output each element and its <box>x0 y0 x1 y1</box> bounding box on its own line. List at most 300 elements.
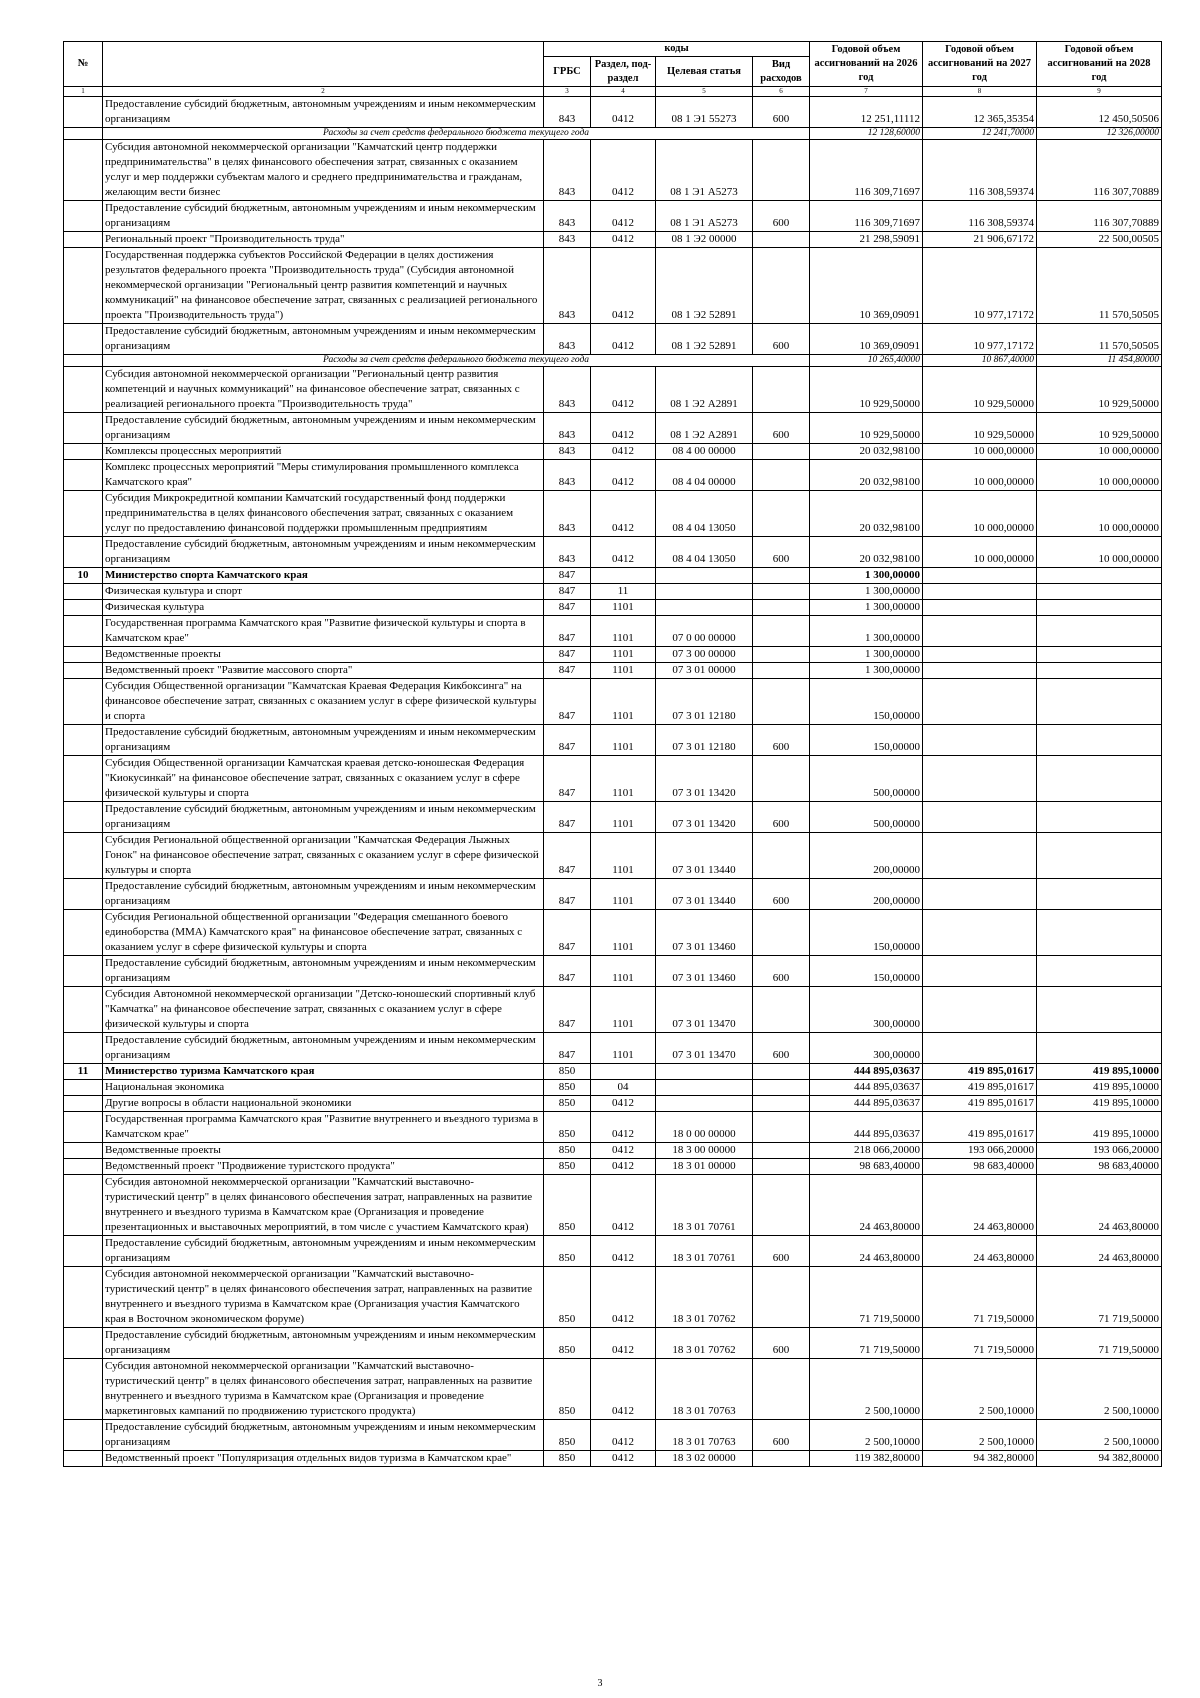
note-amount-2028: 11 454,80000 <box>1037 355 1162 367</box>
header-section: Раздел, под-раздел <box>591 57 656 87</box>
row-description: Министерство туризма Камчатского края <box>103 1064 544 1080</box>
row-amount-2026: 444 895,03637 <box>810 1112 923 1143</box>
row-amount-2027 <box>923 956 1037 987</box>
note-amount-2026: 12 128,60000 <box>810 128 923 140</box>
row-target: 07 3 01 13470 <box>656 1033 753 1064</box>
row-number <box>64 355 103 367</box>
row-section: 1101 <box>591 600 656 616</box>
row-number <box>64 1033 103 1064</box>
row-description: Предоставление субсидий бюджетным, автономным учреждениям и иным некоммерческим организациям <box>103 1420 544 1451</box>
row-number <box>64 140 103 201</box>
row-section: 0412 <box>591 324 656 355</box>
row-amount-2028 <box>1037 956 1162 987</box>
row-section: 0412 <box>591 1328 656 1359</box>
table-row <box>64 833 1162 879</box>
table-row <box>64 1143 1162 1159</box>
row-section: 0412 <box>591 1112 656 1143</box>
row-section: 0412 <box>591 248 656 324</box>
row-amount-2026: 300,00000 <box>810 987 923 1033</box>
row-amount-2027: 10 000,00000 <box>923 537 1037 568</box>
row-amount-2026: 150,00000 <box>810 910 923 956</box>
row-amount-2026: 444 895,03637 <box>810 1064 923 1080</box>
row-grbs: 847 <box>544 987 591 1033</box>
row-number <box>64 537 103 568</box>
row-amount-2026: 71 719,50000 <box>810 1267 923 1328</box>
row-number <box>64 1159 103 1175</box>
table-row <box>64 97 1162 128</box>
row-amount-2028 <box>1037 987 1162 1033</box>
row-target: 08 1 Э2 А2891 <box>656 413 753 444</box>
column-number: 6 <box>753 87 810 97</box>
row-amount-2026: 10 929,50000 <box>810 413 923 444</box>
row-description: Предоставление субсидий бюджетным, автономным учреждениям и иным некоммерческим организациям <box>103 879 544 910</box>
row-section: 1101 <box>591 1033 656 1064</box>
row-number <box>64 956 103 987</box>
table-row <box>64 491 1162 537</box>
row-amount-2026: 500,00000 <box>810 802 923 833</box>
row-description: Субсидия автономной некоммерческой организации "Региональный центр развития компетенций и научных коммуникаций" на финансовое обеспечение затрат, связанных с реализацией регионального проекта "Производительность труда" <box>103 367 544 413</box>
row-section: 0412 <box>591 1236 656 1267</box>
row-amount-2027: 24 463,80000 <box>923 1236 1037 1267</box>
row-amount-2027 <box>923 679 1037 725</box>
row-amount-2026: 200,00000 <box>810 833 923 879</box>
row-grbs: 850 <box>544 1096 591 1112</box>
row-number <box>64 910 103 956</box>
row-target: 18 3 01 70762 <box>656 1267 753 1328</box>
row-amount-2028: 71 719,50000 <box>1037 1328 1162 1359</box>
row-number <box>64 367 103 413</box>
table-row <box>64 663 1162 679</box>
row-section: 0412 <box>591 97 656 128</box>
row-grbs: 850 <box>544 1420 591 1451</box>
column-number: 3 <box>544 87 591 97</box>
row-section: 1101 <box>591 802 656 833</box>
row-amount-2028 <box>1037 802 1162 833</box>
row-target: 18 3 00 00000 <box>656 1143 753 1159</box>
row-section: 0412 <box>591 201 656 232</box>
row-section: 0412 <box>591 367 656 413</box>
row-amount-2028: 22 500,00505 <box>1037 232 1162 248</box>
row-amount-2026: 24 463,80000 <box>810 1175 923 1236</box>
row-amount-2027: 116 308,59374 <box>923 140 1037 201</box>
row-grbs: 847 <box>544 833 591 879</box>
row-amount-2027: 10 000,00000 <box>923 460 1037 491</box>
row-amount-2026: 20 032,98100 <box>810 460 923 491</box>
table-row <box>64 987 1162 1033</box>
row-description: Другие вопросы в области национальной экономики <box>103 1096 544 1112</box>
row-amount-2028: 10 000,00000 <box>1037 491 1162 537</box>
row-amount-2028: 10 000,00000 <box>1037 444 1162 460</box>
table-row <box>64 1420 1162 1451</box>
row-amount-2026: 300,00000 <box>810 1033 923 1064</box>
row-expense-type <box>753 568 810 584</box>
row-expense-type <box>753 1112 810 1143</box>
row-number <box>64 1420 103 1451</box>
row-amount-2028: 10 000,00000 <box>1037 537 1162 568</box>
row-grbs: 847 <box>544 647 591 663</box>
row-grbs: 850 <box>544 1175 591 1236</box>
row-amount-2028 <box>1037 679 1162 725</box>
row-amount-2027: 419 895,01617 <box>923 1080 1037 1096</box>
row-section: 1101 <box>591 679 656 725</box>
row-amount-2026: 71 719,50000 <box>810 1328 923 1359</box>
note-label: Расходы за счет средств федерального бюджета текущего года <box>103 355 810 367</box>
row-target: 18 3 02 00000 <box>656 1451 753 1467</box>
row-amount-2028: 2 500,10000 <box>1037 1420 1162 1451</box>
row-amount-2027 <box>923 879 1037 910</box>
row-amount-2027: 10 977,17172 <box>923 248 1037 324</box>
row-target <box>656 1096 753 1112</box>
column-number: 2 <box>103 87 544 97</box>
row-amount-2028 <box>1037 600 1162 616</box>
row-number <box>64 324 103 355</box>
row-amount-2028: 419 895,10000 <box>1037 1080 1162 1096</box>
row-section: 1101 <box>591 725 656 756</box>
table-row <box>64 600 1162 616</box>
row-description: Государственная программа Камчатского края "Развитие внутреннего и въездного туризма в Камчатском крае" <box>103 1112 544 1143</box>
row-target <box>656 584 753 600</box>
row-amount-2027 <box>923 725 1037 756</box>
row-grbs: 847 <box>544 725 591 756</box>
federal-budget-note-row <box>64 128 1162 140</box>
row-target: 07 3 01 13420 <box>656 802 753 833</box>
row-amount-2026: 444 895,03637 <box>810 1080 923 1096</box>
table-row <box>64 1175 1162 1236</box>
row-description: Субсидия автономной некоммерческой организации "Камчатский выставочно-туристический центр" в целях финансового обеспечения затрат, направленных на развитие внутреннего и въездного туризма в Камчатском крае (Организация и проведение маркетинговых кампаний по продвижению туристского продукта) <box>103 1359 544 1420</box>
row-target: 18 3 01 70762 <box>656 1328 753 1359</box>
row-grbs: 847 <box>544 663 591 679</box>
row-expense-type <box>753 663 810 679</box>
row-number <box>64 833 103 879</box>
ministry-row <box>64 568 1162 584</box>
row-amount-2027 <box>923 616 1037 647</box>
row-amount-2027: 12 365,35354 <box>923 97 1037 128</box>
header-year-2028: Годовой объем ассигнований на 2028 год <box>1037 42 1162 87</box>
row-number <box>64 725 103 756</box>
row-amount-2026: 10 369,09091 <box>810 324 923 355</box>
row-section: 1101 <box>591 833 656 879</box>
row-expense-type <box>753 491 810 537</box>
row-target <box>656 1080 753 1096</box>
row-description: Ведомственный проект "Популяризация отдельных видов туризма в Камчатском крае" <box>103 1451 544 1467</box>
row-amount-2026: 10 369,09091 <box>810 248 923 324</box>
column-number: 7 <box>810 87 923 97</box>
row-section: 0412 <box>591 537 656 568</box>
row-number <box>64 1328 103 1359</box>
table-row <box>64 1328 1162 1359</box>
row-number <box>64 1175 103 1236</box>
row-amount-2027: 2 500,10000 <box>923 1420 1037 1451</box>
row-number <box>64 413 103 444</box>
row-description: Государственная поддержка субъектов Российской Федерации в целях достижения результатов федерального проекта "Производительность труда" (Субсидия автономной некоммерческой организации "Региональный центр развития компетенций и научных коммуникаций" на финансовое обеспечение затрат, связанных с реализацией регионального проекта "Производительность труда") <box>103 248 544 324</box>
row-amount-2026: 20 032,98100 <box>810 491 923 537</box>
row-description: Национальная экономика <box>103 1080 544 1096</box>
header-codes: коды <box>544 42 810 57</box>
row-number <box>64 663 103 679</box>
row-expense-type: 600 <box>753 1033 810 1064</box>
row-description: Предоставление субсидий бюджетным, автономным учреждениям и иным некоммерческим организациям <box>103 725 544 756</box>
table-row <box>64 647 1162 663</box>
row-amount-2028: 71 719,50000 <box>1037 1267 1162 1328</box>
table-row <box>64 248 1162 324</box>
row-target: 07 3 01 13470 <box>656 987 753 1033</box>
row-description: Субсидия автономной некоммерческой организации "Камчатский выставочно-туристический центр" в целях финансового обеспечения затрат, направленных на развитие внутреннего и въездного туризма в Камчатском крае (Организация и проведение презентационных и выставочных мероприятий, в том числе с участием Камчатского края) <box>103 1175 544 1236</box>
row-target: 18 0 00 00000 <box>656 1112 753 1143</box>
row-number <box>64 1143 103 1159</box>
row-target: 07 3 01 13420 <box>656 756 753 802</box>
row-amount-2028 <box>1037 616 1162 647</box>
row-description: Ведомственный проект "Продвижение туристского продукта" <box>103 1159 544 1175</box>
row-amount-2028: 10 929,50000 <box>1037 367 1162 413</box>
row-target: 08 1 Э2 00000 <box>656 232 753 248</box>
row-expense-type: 600 <box>753 1328 810 1359</box>
row-section: 0412 <box>591 491 656 537</box>
row-amount-2028: 94 382,80000 <box>1037 1451 1162 1467</box>
row-amount-2027: 94 382,80000 <box>923 1451 1037 1467</box>
row-description: Предоставление субсидий бюджетным, автономным учреждениям и иным некоммерческим организациям <box>103 413 544 444</box>
row-grbs: 847 <box>544 679 591 725</box>
row-section: 1101 <box>591 956 656 987</box>
row-section: 0412 <box>591 1175 656 1236</box>
row-grbs: 843 <box>544 367 591 413</box>
row-amount-2028 <box>1037 756 1162 802</box>
column-number: 1 <box>64 87 103 97</box>
table-row <box>64 140 1162 201</box>
row-description: Субсидия автономной некоммерческой организации "Камчатский центр поддержки предпринимательства" в целях финансового обеспечения затрат, связанных с оказанием услуг и мер поддержки субъектам малого и среднего предпринимательства и гражданам, желающим вести бизнес <box>103 140 544 201</box>
row-grbs: 843 <box>544 140 591 201</box>
row-expense-type <box>753 600 810 616</box>
note-amount-2027: 12 241,70000 <box>923 128 1037 140</box>
row-expense-type <box>753 460 810 491</box>
row-section: 1101 <box>591 910 656 956</box>
row-description: Субсидия Общественной организации "Камчатская Краевая Федерация Кикбоксинга" на финансовое обеспечение затрат, связанных с оказанием услуг в сфере физической культуры и спорта <box>103 679 544 725</box>
row-amount-2028 <box>1037 663 1162 679</box>
row-section: 0412 <box>591 1159 656 1175</box>
row-expense-type <box>753 248 810 324</box>
row-expense-type <box>753 679 810 725</box>
row-target <box>656 1064 753 1080</box>
row-target: 07 3 01 00000 <box>656 663 753 679</box>
row-expense-type: 600 <box>753 97 810 128</box>
row-description: Субсидия Общественной организации Камчатская краевая детско-юношеская Федерация "Киокусинкай" на финансовое обеспечение затрат, связанных с оказанием услуг в сфере физической культуры и спорта <box>103 756 544 802</box>
row-number <box>64 491 103 537</box>
row-amount-2028 <box>1037 725 1162 756</box>
row-amount-2027: 71 719,50000 <box>923 1328 1037 1359</box>
row-target: 07 3 01 13440 <box>656 879 753 910</box>
row-grbs: 847 <box>544 756 591 802</box>
row-amount-2027: 10 977,17172 <box>923 324 1037 355</box>
row-grbs: 850 <box>544 1080 591 1096</box>
row-expense-type <box>753 1143 810 1159</box>
row-target: 08 1 Э2 52891 <box>656 324 753 355</box>
row-number <box>64 679 103 725</box>
row-target: 08 4 00 00000 <box>656 444 753 460</box>
row-target: 07 3 01 13460 <box>656 910 753 956</box>
row-number <box>64 248 103 324</box>
row-expense-type <box>753 1359 810 1420</box>
table-row <box>64 584 1162 600</box>
row-amount-2027: 419 895,01617 <box>923 1064 1037 1080</box>
row-number: 11 <box>64 1064 103 1080</box>
row-description: Субсидия Микрокредитной компании Камчатский государственный фонд поддержки предпринимательства в целях финансового обеспечения затрат, связанных с оказанием услуг по предоставлению финансовой поддержки промышленным предприятиям <box>103 491 544 537</box>
header-target: Целевая статья <box>656 57 753 87</box>
row-amount-2027: 10 929,50000 <box>923 367 1037 413</box>
row-grbs: 843 <box>544 491 591 537</box>
row-amount-2028: 193 066,20000 <box>1037 1143 1162 1159</box>
row-description: Физическая культура и спорт <box>103 584 544 600</box>
row-amount-2028 <box>1037 879 1162 910</box>
row-amount-2026: 1 300,00000 <box>810 663 923 679</box>
row-grbs: 843 <box>544 248 591 324</box>
row-target: 18 3 01 70761 <box>656 1175 753 1236</box>
row-description: Предоставление субсидий бюджетным, автономным учреждениям и иным некоммерческим организациям <box>103 201 544 232</box>
row-amount-2026: 24 463,80000 <box>810 1236 923 1267</box>
row-amount-2028: 11 570,50505 <box>1037 324 1162 355</box>
row-amount-2027 <box>923 910 1037 956</box>
note-amount-2028: 12 326,00000 <box>1037 128 1162 140</box>
row-expense-type <box>753 987 810 1033</box>
row-amount-2027: 193 066,20000 <box>923 1143 1037 1159</box>
row-grbs: 847 <box>544 616 591 647</box>
row-number <box>64 802 103 833</box>
row-amount-2026: 500,00000 <box>810 756 923 802</box>
row-expense-type <box>753 367 810 413</box>
row-number: 10 <box>64 568 103 584</box>
row-expense-type: 600 <box>753 201 810 232</box>
header-description <box>103 42 544 87</box>
row-section: 04 <box>591 1080 656 1096</box>
row-number <box>64 460 103 491</box>
row-amount-2027 <box>923 1033 1037 1064</box>
row-grbs: 843 <box>544 201 591 232</box>
row-description: Предоставление субсидий бюджетным, автономным учреждениям и иным некоммерческим организациям <box>103 537 544 568</box>
row-target: 18 3 01 70763 <box>656 1420 753 1451</box>
row-description: Комплексы процессных мероприятий <box>103 444 544 460</box>
row-section: 1101 <box>591 879 656 910</box>
row-amount-2027: 21 906,67172 <box>923 232 1037 248</box>
row-amount-2028 <box>1037 1033 1162 1064</box>
row-target: 07 3 01 12180 <box>656 725 753 756</box>
budget-table <box>63 41 1162 1467</box>
row-section: 1101 <box>591 616 656 647</box>
row-amount-2027 <box>923 987 1037 1033</box>
row-number <box>64 756 103 802</box>
row-grbs: 847 <box>544 1033 591 1064</box>
row-amount-2028: 419 895,10000 <box>1037 1112 1162 1143</box>
row-description: Субсидия Региональной общественной организации "Федерация смешанного боевого единоборства (ММА) Камчатского края" на финансовое обеспечение затрат, связанных с оказанием услуг в сфере физической культуры и спорта <box>103 910 544 956</box>
row-amount-2027: 71 719,50000 <box>923 1267 1037 1328</box>
row-target: 07 0 00 00000 <box>656 616 753 647</box>
row-amount-2027 <box>923 756 1037 802</box>
row-section: 0412 <box>591 1420 656 1451</box>
row-number <box>64 97 103 128</box>
row-grbs: 850 <box>544 1236 591 1267</box>
header-year-2026: Годовой объем ассигнований на 2026 год <box>810 42 923 87</box>
row-number <box>64 444 103 460</box>
row-amount-2028: 98 683,40000 <box>1037 1159 1162 1175</box>
row-section: 0412 <box>591 1267 656 1328</box>
column-numbers-row <box>64 87 1162 97</box>
row-amount-2027 <box>923 647 1037 663</box>
row-amount-2026: 12 251,11112 <box>810 97 923 128</box>
row-description: Предоставление субсидий бюджетным, автономным учреждениям и иным некоммерческим организациям <box>103 1328 544 1359</box>
note-amount-2027: 10 867,40000 <box>923 355 1037 367</box>
row-expense-type <box>753 584 810 600</box>
row-expense-type: 600 <box>753 725 810 756</box>
row-expense-type <box>753 647 810 663</box>
row-amount-2028: 24 463,80000 <box>1037 1236 1162 1267</box>
page-number: 3 <box>597 1678 603 1689</box>
row-target: 08 1 Э1 А5273 <box>656 140 753 201</box>
row-section: 0412 <box>591 460 656 491</box>
table-row <box>64 679 1162 725</box>
row-section: 0412 <box>591 1359 656 1420</box>
row-grbs: 850 <box>544 1328 591 1359</box>
column-number: 8 <box>923 87 1037 97</box>
row-description: Предоставление субсидий бюджетным, автономным учреждениям и иным некоммерческим организациям <box>103 1236 544 1267</box>
row-expense-type <box>753 1080 810 1096</box>
row-section: 1101 <box>591 663 656 679</box>
row-expense-type <box>753 444 810 460</box>
row-number <box>64 1080 103 1096</box>
row-grbs: 843 <box>544 324 591 355</box>
row-amount-2027: 2 500,10000 <box>923 1359 1037 1420</box>
table-row <box>64 1033 1162 1064</box>
row-target <box>656 568 753 584</box>
row-amount-2026: 150,00000 <box>810 725 923 756</box>
row-amount-2026: 1 300,00000 <box>810 568 923 584</box>
row-amount-2028 <box>1037 647 1162 663</box>
row-amount-2026: 116 309,71697 <box>810 201 923 232</box>
row-number <box>64 600 103 616</box>
row-amount-2028: 12 450,50506 <box>1037 97 1162 128</box>
row-section: 0412 <box>591 1096 656 1112</box>
table-row <box>64 1236 1162 1267</box>
row-amount-2026: 20 032,98100 <box>810 537 923 568</box>
row-description: Предоставление субсидий бюджетным, автономным учреждениям и иным некоммерческим организациям <box>103 802 544 833</box>
table-row <box>64 367 1162 413</box>
row-expense-type: 600 <box>753 879 810 910</box>
row-amount-2028 <box>1037 584 1162 600</box>
table-row <box>64 1080 1162 1096</box>
row-expense-type <box>753 1096 810 1112</box>
row-description: Ведомственные проекты <box>103 647 544 663</box>
row-amount-2026: 116 309,71697 <box>810 140 923 201</box>
row-number <box>64 232 103 248</box>
row-grbs: 847 <box>544 568 591 584</box>
row-amount-2026: 200,00000 <box>810 879 923 910</box>
row-amount-2028 <box>1037 568 1162 584</box>
row-amount-2028: 2 500,10000 <box>1037 1359 1162 1420</box>
column-number: 5 <box>656 87 753 97</box>
row-number <box>64 128 103 140</box>
row-target: 07 3 01 13440 <box>656 833 753 879</box>
row-section: 11 <box>591 584 656 600</box>
row-amount-2027: 10 000,00000 <box>923 444 1037 460</box>
row-description: Субсидия Автономной некоммерческой организации "Детско-юношеский спортивный клуб "Камчатка" на финансовое обеспечение затрат, связанных с оказанием услуг в сфере физической культуры и спорта <box>103 987 544 1033</box>
row-amount-2026: 2 500,10000 <box>810 1359 923 1420</box>
row-expense-type <box>753 616 810 647</box>
row-amount-2027 <box>923 663 1037 679</box>
row-expense-type <box>753 1064 810 1080</box>
row-amount-2027: 419 895,01617 <box>923 1112 1037 1143</box>
row-section <box>591 1064 656 1080</box>
row-amount-2027: 98 683,40000 <box>923 1159 1037 1175</box>
row-description: Предоставление субсидий бюджетным, автономным учреждениям и иным некоммерческим организациям <box>103 1033 544 1064</box>
row-description: Субсидия автономной некоммерческой организации "Камчатский выставочно-туристический центр" в целях финансового обеспечения затрат, направленных на развитие внутреннего и въездного туризма в Камчатском крае (Организация участия Камчатского края в Восточном экономическом форуме) <box>103 1267 544 1328</box>
row-section: 0412 <box>591 140 656 201</box>
row-section: 1101 <box>591 987 656 1033</box>
